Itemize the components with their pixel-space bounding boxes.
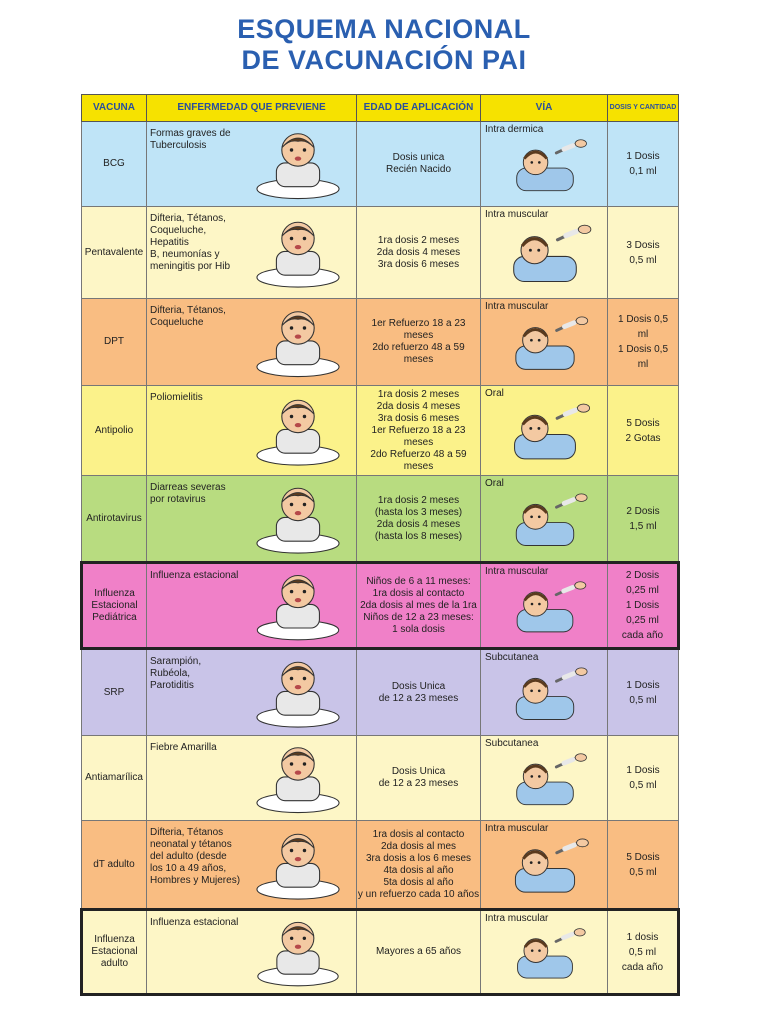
text-line: Hombres y Mujeres): [150, 875, 241, 886]
text-line: 1,5 ml: [629, 520, 657, 532]
cell-via: [481, 386, 608, 476]
header-dosis: DOSIS Y CANTIDAD: [608, 95, 679, 122]
cell-edad: [357, 207, 481, 299]
text-line: 2da dosis 4 meses: [376, 518, 461, 530]
text-line: 0,5 ml: [629, 866, 657, 878]
oral-drops-icon: [489, 490, 601, 557]
text-line: cada año: [621, 630, 664, 641]
cell-edad: [357, 476, 481, 563]
text-line: 0,1 ml: [629, 166, 657, 177]
text-line: Mayores a 65 años: [375, 946, 462, 957]
cell-edad: [357, 563, 481, 649]
text-line: 4ta dosis al año: [383, 864, 454, 876]
mother-sick-child-icon: [244, 568, 352, 643]
header-vacuna: VACUNA: [82, 95, 147, 122]
disease-text: [150, 213, 242, 273]
text-line: Fiebre Amarilla: [150, 742, 217, 753]
text-line: 0,5 ml: [629, 694, 657, 706]
baby-injection-leg-icon: [489, 221, 601, 294]
text-line: Diarreas severas: [150, 482, 226, 493]
text-line: 0,5 ml: [628, 946, 657, 958]
cell-dosis: [608, 736, 679, 821]
text-line: 2 Gotas: [625, 432, 661, 444]
cell-vacuna: Influenza Estacional Pediátrica: [82, 563, 147, 649]
baby-injection-icon: [489, 313, 601, 381]
cell-edad: [357, 386, 481, 476]
text-line: B, neumonías y: [150, 249, 220, 260]
table-row: [82, 821, 679, 910]
text-line: 2 Dosis: [625, 570, 660, 581]
baby-injection-arm-icon: [489, 136, 601, 202]
cell-dosis: [608, 563, 679, 649]
text-line: 0,5 ml: [629, 780, 657, 791]
table-row: [82, 649, 679, 736]
text-line: por rotavirus: [150, 494, 206, 505]
disease-text: [150, 128, 242, 152]
via-label: Intra muscular: [485, 823, 549, 834]
text-line: 1ra dosis 2 meses: [377, 388, 460, 400]
page-title: [0, 14, 768, 76]
text-line: Recién Nacido: [385, 164, 452, 175]
cell-enfermedad: [147, 563, 357, 649]
child-coughing-icon: [244, 126, 352, 202]
text-line: 0,5 ml: [629, 254, 657, 266]
text-line: 2da dosis al mes: [380, 840, 457, 852]
title-line-1: ESQUEMA NACIONAL: [237, 14, 531, 44]
via-label: Intra dermica: [485, 124, 544, 135]
cell-vacuna: Antiamarílica: [82, 736, 147, 821]
vaccination-schedule-table: [80, 94, 680, 996]
text-line: 5 Dosis: [626, 417, 660, 429]
cell-dosis: [608, 476, 679, 563]
text-line: 2 Dosis: [626, 505, 660, 517]
text-line: cada año: [621, 961, 664, 973]
table-row: [82, 299, 679, 386]
elderly-man-mask-icon: [244, 915, 352, 989]
text-line: 0,25 ml: [626, 615, 659, 626]
child-fever-in-bed-icon: [244, 740, 352, 816]
cell-vacuna: dT adulto: [82, 821, 147, 910]
text-line: Influenza estacional: [150, 570, 239, 581]
cell-vacuna: Antirotavirus: [82, 476, 147, 563]
child-diarrhea-icon: [244, 480, 352, 557]
table-header-row: [82, 95, 679, 122]
pregnant-woman-injection-icon: [489, 835, 601, 904]
text-line: 1 Dosis: [626, 679, 660, 691]
text-line: Influenza estacional: [150, 917, 239, 928]
cell-via: [481, 207, 608, 299]
text-line: 1ra dosis al contacto: [372, 828, 465, 840]
text-line: 1er Refuerzo 18 a 23 meses: [371, 424, 466, 448]
text-line: 1 Dosis: [625, 600, 660, 611]
cell-enfermedad: [147, 386, 357, 476]
text-line: Niños de 6 a 11 meses:: [366, 575, 471, 587]
text-line: (hasta los 3 meses): [374, 506, 463, 518]
cell-enfermedad: [147, 476, 357, 563]
text-line: Difteria, Tétanos,: [150, 213, 226, 224]
cell-vacuna: Influenza Estacional adulto: [82, 910, 147, 995]
text-line: Difteria, Tétanos,: [150, 305, 226, 316]
text-line: 1 Dosis: [626, 765, 660, 776]
child-crutches-icon: [244, 390, 352, 471]
cell-enfermedad: [147, 207, 357, 299]
cell-vacuna: BCG: [82, 122, 147, 207]
table-row: [82, 910, 679, 995]
text-line: Difteria, Tétanos: [150, 827, 224, 838]
disease-text: [150, 917, 242, 929]
cell-via: [481, 299, 608, 386]
elderly-woman-injection-icon: [489, 925, 601, 989]
cell-edad: [357, 821, 481, 910]
via-label: Subcutanea: [485, 738, 539, 749]
baby-injection-leg-icon: [489, 578, 601, 643]
text-line: y un refuerzo cada 10 años: [357, 888, 480, 900]
text-line: Sarampión, Rubéola,: [150, 656, 202, 679]
disease-text: [150, 305, 242, 329]
table-row: [82, 563, 679, 649]
text-line: los 10 a 49 años,: [150, 863, 227, 874]
text-line: Poliomielitis: [150, 392, 203, 403]
cell-dosis: [608, 299, 679, 386]
cell-via: [481, 563, 608, 649]
text-line: Coqueluche: [150, 317, 204, 328]
cell-edad: [357, 299, 481, 386]
disease-text: [150, 482, 242, 506]
text-line: Dosis Unica: [391, 766, 446, 777]
header-enfermedad: ENFERMEDAD QUE PREVIENE: [147, 95, 357, 122]
cell-edad: [357, 122, 481, 207]
text-line: 1ra dosis 2 meses: [377, 234, 460, 246]
cell-dosis: [608, 649, 679, 736]
text-line: 2da dosis 4 meses: [376, 246, 461, 258]
text-line: 3ra dosis a los 6 meses: [365, 852, 472, 864]
text-line: ml: [637, 329, 649, 340]
text-line: de 12 a 23 meses: [378, 778, 459, 789]
text-line: 1 sola dosis: [392, 623, 445, 635]
cell-enfermedad: [147, 910, 357, 995]
toddler-injection-arm-icon: [489, 664, 601, 731]
text-line: 5 Dosis: [626, 851, 660, 863]
text-line: Parotiditis: [150, 680, 194, 691]
text-line: 2do Refuerzo 48 a 59 meses: [370, 448, 467, 472]
via-label: Intra muscular: [485, 566, 549, 577]
text-line: 2da dosis 4 meses: [376, 400, 461, 412]
text-line: 1 Dosis 0,5: [617, 344, 669, 355]
oral-drops-icon: [489, 400, 601, 471]
table-row: [82, 122, 679, 207]
cell-enfermedad: [147, 299, 357, 386]
child-coughing-icon: [244, 303, 352, 381]
via-label: Intra muscular: [485, 209, 549, 220]
cell-via: [481, 476, 608, 563]
text-line: Tuberculosis: [150, 140, 207, 151]
text-line: 2da dosis al mes de la 1ra: [360, 599, 477, 611]
cell-via: [481, 649, 608, 736]
via-label: Intra muscular: [485, 913, 549, 924]
via-label: Oral: [485, 388, 504, 399]
text-line: 3ra dosis 6 meses: [377, 412, 460, 424]
header-edad: EDAD DE APLICACIÓN: [357, 95, 481, 122]
disease-text: [150, 656, 242, 692]
text-line: ml: [637, 359, 649, 370]
text-line: 5ta dosis al año: [383, 876, 454, 888]
toddler-injection-arm-icon: [489, 750, 601, 816]
cell-dosis: [608, 207, 679, 299]
text-line: 2do refuerzo 48 a 59 meses: [372, 342, 465, 365]
table-row: [82, 207, 679, 299]
cell-enfermedad: [147, 122, 357, 207]
text-line: Dosis unica: [392, 152, 445, 163]
cell-enfermedad: [147, 821, 357, 910]
table-row: [82, 386, 679, 476]
cell-edad: [357, 736, 481, 821]
text-line: 3 Dosis: [626, 239, 660, 251]
table-row: [82, 736, 679, 821]
via-label: Intra muscular: [485, 301, 549, 312]
cell-via: [481, 122, 608, 207]
cell-vacuna: SRP: [82, 649, 147, 736]
text-line: Dosis Unica: [391, 680, 446, 692]
text-line: 0,25 ml: [626, 585, 659, 596]
text-line: 1ra dosis al contacto: [372, 587, 465, 599]
text-line: Niños de 12 a 23 meses:: [363, 611, 474, 623]
cell-vacuna: Antipolio: [82, 386, 147, 476]
cell-dosis: [608, 821, 679, 910]
cell-via: [481, 910, 608, 995]
disease-text: [150, 742, 242, 754]
text-line: del adulto (desde: [150, 851, 227, 862]
table-row: [82, 476, 679, 563]
cell-enfermedad: [147, 649, 357, 736]
cell-vacuna: Pentavalente: [82, 207, 147, 299]
text-line: Formas graves de: [150, 128, 231, 139]
text-line: 1 Dosis: [626, 151, 660, 162]
cell-edad: [357, 910, 481, 995]
disease-text: [150, 392, 242, 404]
header-via: VÍA: [481, 95, 608, 122]
via-label: Subcutanea: [485, 652, 539, 663]
cell-via: [481, 736, 608, 821]
cell-dosis: [608, 910, 679, 995]
text-line: 1 Dosis 0,5: [617, 314, 669, 325]
text-line: 1er Refuerzo 18 a 23 meses: [371, 318, 466, 341]
text-line: de 12 a 23 meses: [378, 692, 459, 704]
cell-edad: [357, 649, 481, 736]
disease-text: [150, 570, 242, 582]
cell-dosis: [608, 386, 679, 476]
text-line: (hasta los 8 meses): [374, 530, 463, 542]
text-line: 1 dosis: [626, 931, 659, 943]
text-line: Coqueluche, Hepatitis: [150, 225, 207, 248]
child-rash-in-bed-icon: [244, 654, 352, 731]
cell-via: [481, 821, 608, 910]
via-label: Oral: [485, 478, 504, 489]
title-line-2: DE VACUNACIÓN PAI: [241, 45, 527, 75]
sick-baby-thermometer-icon: [244, 211, 352, 294]
text-line: 3ra dosis 6 meses: [377, 258, 460, 270]
cell-dosis: [608, 122, 679, 207]
cell-enfermedad: [147, 736, 357, 821]
cell-vacuna: DPT: [82, 299, 147, 386]
text-line: meningitis por Hib: [150, 261, 231, 272]
man-tetanus-spasm-icon: [244, 825, 352, 904]
text-line: 1ra dosis 2 meses: [377, 494, 460, 506]
disease-text: [150, 827, 242, 887]
text-line: neonatal y tétanos: [150, 839, 232, 850]
